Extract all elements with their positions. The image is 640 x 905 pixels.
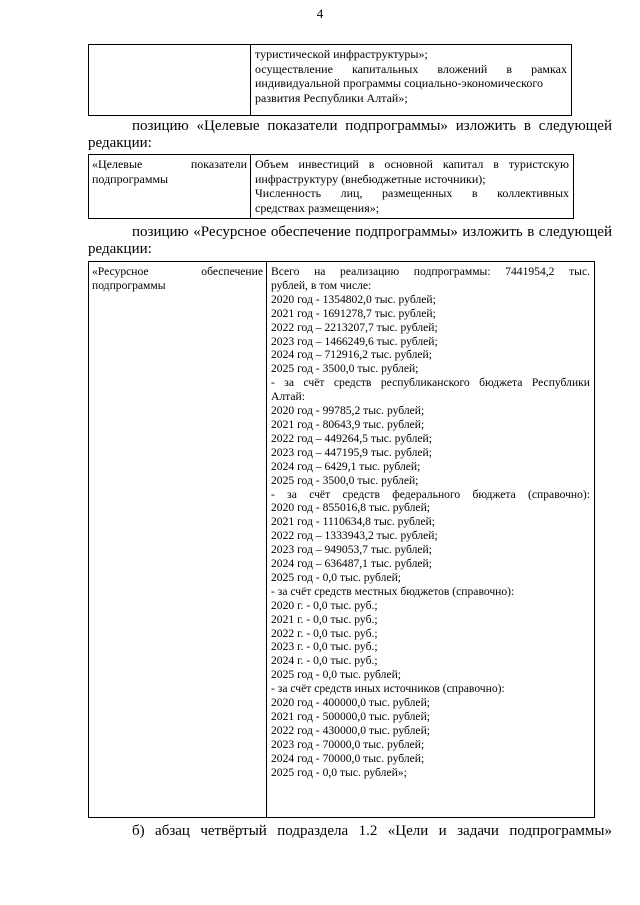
target-indicators-table bbox=[88, 154, 574, 219]
paragraph-line: позицию «Целевые показатели подпрограммы» изложить в следующей bbox=[132, 118, 612, 134]
funding-line: 2023 год – 949053,7 тыс. рублей; bbox=[271, 543, 432, 557]
funding-line: 2021 год - 1691278,7 тыс. рублей; bbox=[271, 306, 436, 320]
funding-line: 2024 год - 70000,0 тыс. рублей; bbox=[271, 751, 425, 765]
funding-line: рублей, в том числе: bbox=[271, 278, 372, 292]
table-text-line: Численность лиц, размещенных в коллективных bbox=[255, 186, 569, 200]
table-right-cell bbox=[267, 262, 594, 817]
funding-line: 2024 год – 6429,1 тыс. рублей; bbox=[271, 459, 421, 473]
funding-line: 2021 г. - 0,0 тыс. руб.; bbox=[271, 612, 378, 626]
funding-line: 2025 год - 0,0 тыс. рублей; bbox=[271, 668, 402, 682]
funding-line: 2020 год - 99785,2 тыс. рублей; bbox=[271, 404, 425, 418]
table-label-line: «Целевые показатели bbox=[92, 157, 247, 171]
funding-line: Всего на реализацию подпрограммы: 7441954,2 тыс. bbox=[271, 265, 590, 278]
table-text-line: индивидуальной программы социально-экономического bbox=[255, 76, 543, 90]
table-label-line: подпрограммы bbox=[92, 171, 169, 186]
funding-line: 2024 год – 712916,2 тыс. рублей; bbox=[271, 348, 432, 362]
funding-line: 2020 год - 1354802,0 тыс. рублей; bbox=[271, 292, 436, 306]
funding-line: - за счёт средств местных бюджетов (справочно): bbox=[271, 584, 515, 598]
funding-line: 2024 год – 636487,1 тыс. рублей; bbox=[271, 557, 432, 571]
table-right-cell bbox=[251, 45, 571, 115]
funding-line: - за счёт средств иных источников (справочно): bbox=[271, 682, 505, 696]
table-text-line: средствах размещения»; bbox=[255, 200, 380, 215]
table-left-cell bbox=[89, 155, 251, 218]
paragraph-line: редакции: bbox=[88, 241, 152, 257]
funding-line: 2021 год - 500000,0 тыс. рублей; bbox=[271, 710, 431, 723]
funding-line: 2022 год – 449264,5 тыс. рублей; bbox=[271, 431, 432, 445]
funding-line: 2025 год - 0,0 тыс. рублей»; bbox=[271, 765, 407, 779]
funding-line: 2023 год - 70000,0 тыс. рублей; bbox=[271, 737, 425, 751]
funding-line: Алтай: bbox=[271, 390, 305, 404]
paragraph bbox=[88, 224, 612, 258]
funding-line: 2020 г. - 0,0 тыс. руб.; bbox=[271, 598, 378, 612]
funding-line: - за счёт средств федерального бюджета (справочно): bbox=[271, 487, 590, 501]
funding-line: 2023 год – 447195,9 тыс. рублей; bbox=[271, 445, 432, 459]
funding-line: 2021 год - 80643,9 тыс. рублей; bbox=[271, 417, 425, 431]
funding-line: - за счёт средств республиканского бюджета Республики bbox=[271, 376, 590, 390]
page-number: 4 bbox=[316, 6, 324, 21]
table-text-line: инфраструктуру (внебюджетные источники); bbox=[255, 171, 486, 186]
paragraph bbox=[88, 118, 612, 152]
funding-line: 2025 год - 3500,0 тыс. рублей; bbox=[271, 473, 419, 487]
funding-line: 2025 год - 0,0 тыс. рублей; bbox=[271, 570, 402, 584]
paragraph bbox=[88, 823, 612, 840]
paragraph-line: позицию «Ресурсное обеспечение подпрограммы» изложить в следующей bbox=[132, 224, 612, 240]
funding-line: 2020 год - 400000,0 тыс. рублей; bbox=[271, 696, 431, 710]
table-text-line: туристической инфраструктуры»; bbox=[255, 47, 428, 61]
paragraph-line: редакции: bbox=[88, 135, 152, 151]
table-text-line: развития Республики Алтай»; bbox=[255, 90, 408, 105]
table-text-line: осуществление капитальных вложений в рамках bbox=[255, 61, 567, 76]
funding-line: 2023 год – 1466249,6 тыс. рублей; bbox=[271, 334, 438, 348]
funding-line: 2023 г. - 0,0 тыс. руб.; bbox=[271, 640, 378, 654]
table-label-line: «Ресурсное обеспечение bbox=[92, 265, 263, 278]
table-right-cell bbox=[251, 155, 573, 218]
table-left-cell bbox=[89, 45, 251, 115]
paragraph-line: б) абзац четвёртый подраздела 1.2 «Цели и задачи подпрограммы» bbox=[132, 823, 612, 839]
funding-line: 2022 год – 1333943,2 тыс. рублей; bbox=[271, 529, 438, 543]
funding-line: 2022 год – 2213207,7 тыс. рублей; bbox=[271, 320, 438, 334]
funding-line: 2020 год - 855016,8 тыс. рублей; bbox=[271, 501, 431, 515]
funding-line: 2021 год - 1110634,8 тыс. рублей; bbox=[271, 515, 435, 529]
funding-line: 2024 г. - 0,0 тыс. руб.; bbox=[271, 654, 378, 668]
funding-line: 2022 год - 430000,0 тыс. рублей; bbox=[271, 723, 431, 737]
table-left-cell bbox=[89, 262, 267, 817]
table-label-line: подпрограммы bbox=[92, 278, 166, 292]
table-continuation bbox=[88, 44, 572, 116]
table-text-line: Объем инвестиций в основной капитал в туристскую bbox=[255, 157, 569, 171]
funding-line: 2022 г. - 0,0 тыс. руб.; bbox=[271, 626, 378, 640]
funding-line: 2025 год - 3500,0 тыс. рублей; bbox=[271, 362, 419, 376]
resource-support-table bbox=[88, 261, 595, 818]
